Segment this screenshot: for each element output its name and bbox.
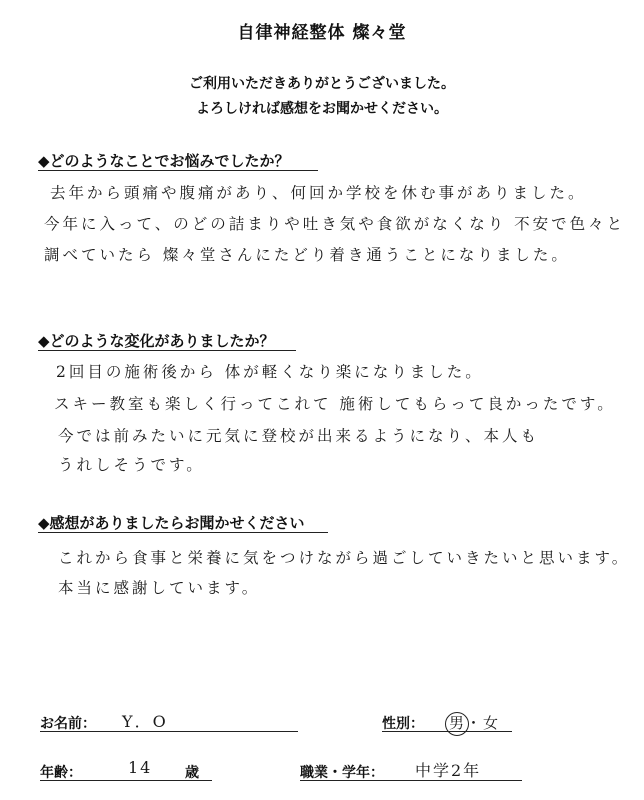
name-value: Y．O	[122, 712, 168, 731]
question-2-underline	[38, 350, 296, 351]
question-1-underline	[38, 170, 318, 171]
question-3-heading: ◆感想がありましたらお聞かせください	[38, 514, 305, 532]
name-label: お名前：	[40, 716, 96, 732]
occupation-label: 職業・学年：	[300, 765, 384, 781]
age-underline	[40, 780, 212, 781]
answer-1-line-3: 調べていたら 燦々堂さんにたどり着き通うことになりました。	[44, 246, 570, 264]
answer-2-line-1: 2回目の施術後から 体が軽くなり楽になりました。	[56, 363, 484, 381]
occupation-value: 中学2年	[415, 761, 482, 780]
question-3-underline	[38, 532, 328, 533]
answer-2-line-4: うれしそうです。	[58, 456, 205, 474]
answer-2-line-2: スキー教室も楽しく行ってこれて 施術してもらって良かったです。	[54, 395, 616, 413]
intro-line-1: ご利用いただきありがとうございました。	[189, 76, 455, 92]
gender-underline	[382, 731, 512, 732]
answer-3-line-2: 本当に感謝しています。	[58, 579, 261, 597]
age-label: 年齢：	[40, 765, 82, 781]
answer-1-line-2: 今年に入って、のどの詰まりや吐き気や食欲がなくなり 不安で色々と	[44, 215, 626, 233]
question-1-heading: ◆どのようなことでお悩みでしたか？	[38, 152, 290, 170]
occupation-underline	[300, 780, 522, 781]
answer-1-line-1: 去年から頭痛や腹痛があり、何回か学校を休む事がありました。	[50, 184, 587, 202]
age-unit: 歳	[185, 765, 199, 781]
question-2-heading: ◆どのような変化がありましたか？	[38, 332, 275, 350]
document-title: 自律神経整体 燦々堂	[237, 23, 407, 43]
age-value: 14	[128, 758, 153, 777]
answer-3-line-1: これから食事と栄養に気をつけながら過ごしていきたいと思います。	[58, 549, 631, 567]
gender-value: 男・女	[449, 714, 501, 732]
gender-label: 性別：	[382, 716, 424, 732]
name-underline	[40, 731, 298, 732]
intro-line-2: よろしければ感想をお聞かせください。	[196, 101, 448, 117]
answer-2-line-3: 今では前みたいに元気に登校が出来るようになり、本人も	[58, 427, 540, 445]
